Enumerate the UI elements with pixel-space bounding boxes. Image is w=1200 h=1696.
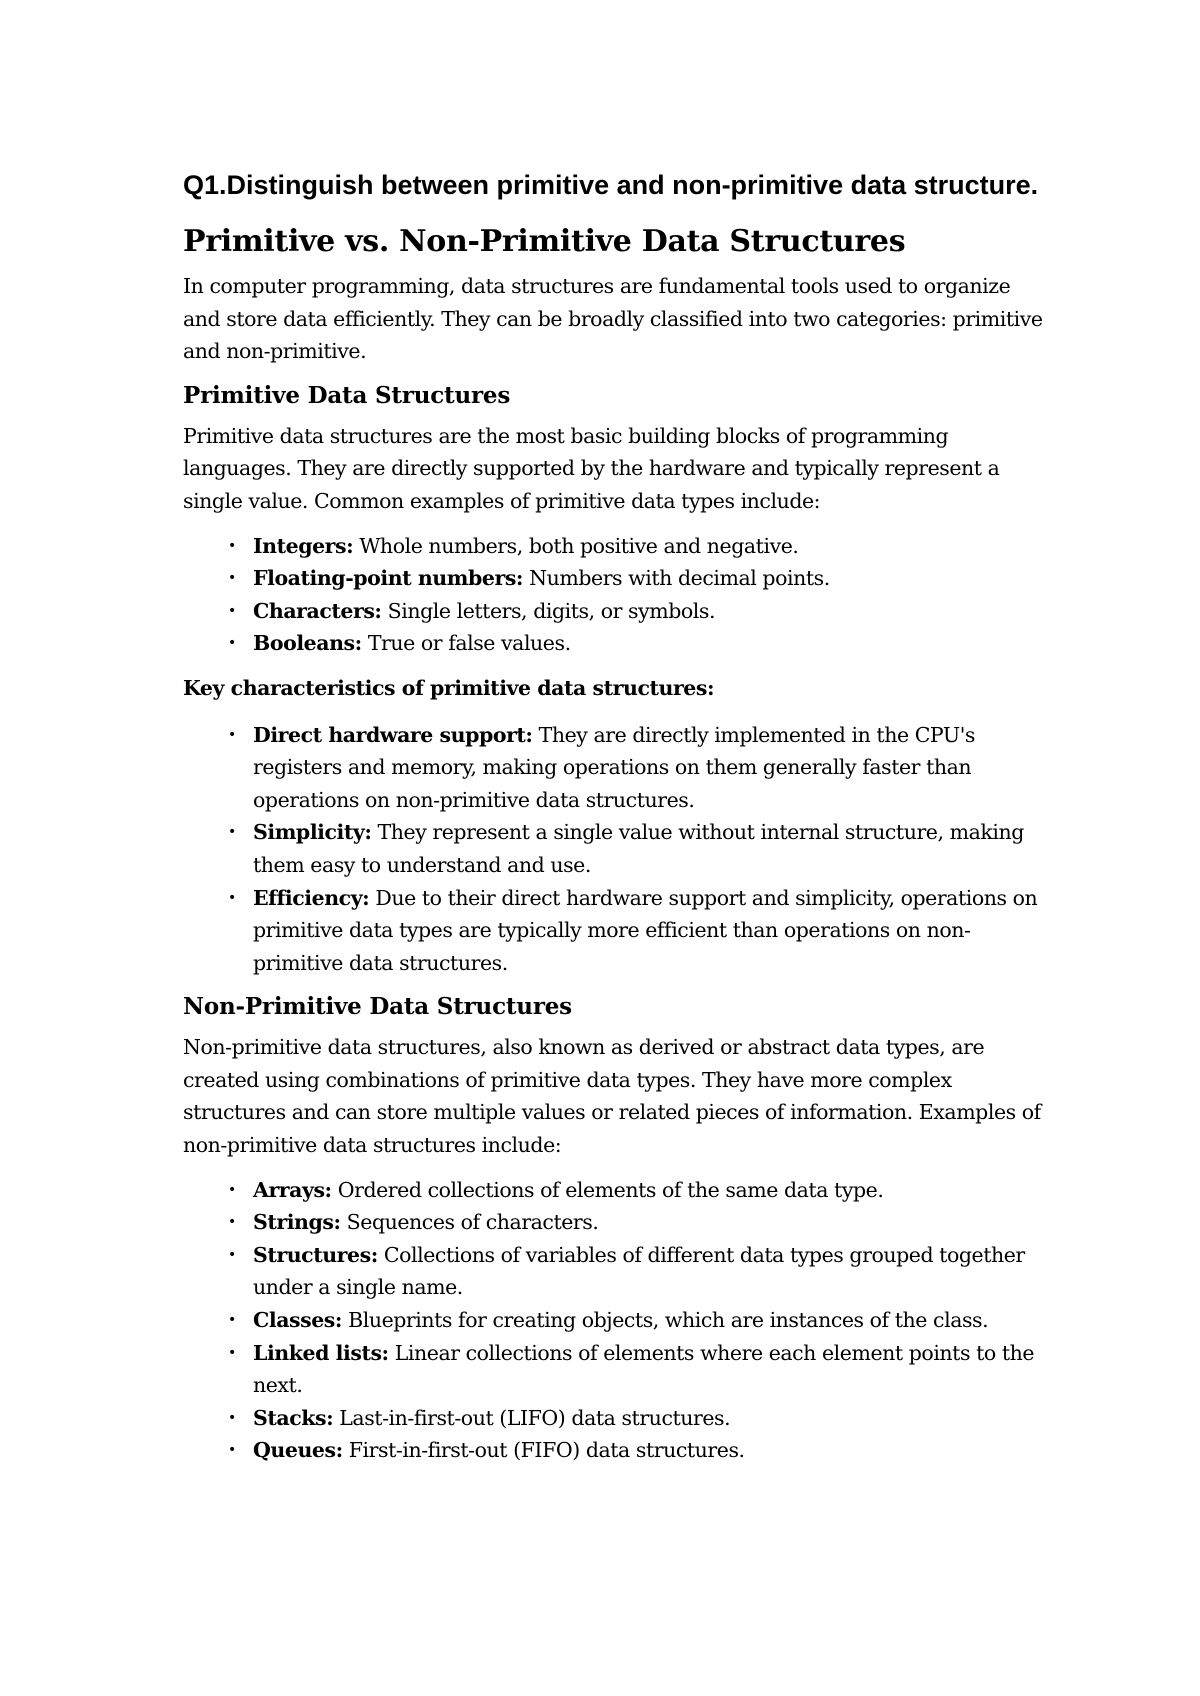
non-primitive-heading: Non-Primitive Data Structures bbox=[183, 993, 572, 1021]
list-item-text: Numbers with decimal points. bbox=[523, 566, 830, 591]
bullet-icon: • bbox=[228, 635, 236, 652]
list-item-term: Floating-point numbers: bbox=[253, 566, 524, 591]
list-item bbox=[228, 530, 1043, 563]
characteristics-heading: Key characteristics of primitive data structures: bbox=[183, 675, 715, 700]
list-item-text: Due to their direct hardware support and simplicity, operations on primitive data types are typically more efficient than operations on non-primitive data structures. bbox=[253, 885, 1038, 975]
list-item-text: First-in-first-out (FIFO) data structures. bbox=[342, 1438, 745, 1463]
list-item-text: Single letters, digits, or symbols. bbox=[381, 598, 716, 623]
intro-paragraph: In computer programming, data structures are fundamental tools used to organize and store data efficiently. They can be broadly classified into two categories: primitive and non-primitive. bbox=[183, 274, 1043, 364]
list-item-term: Booleans: bbox=[253, 631, 362, 656]
list-item bbox=[228, 1304, 1043, 1337]
list-item-term: Linked lists: bbox=[253, 1340, 389, 1365]
bullet-icon: • bbox=[228, 1409, 236, 1426]
characteristics-list bbox=[183, 719, 1043, 980]
bullet-icon: • bbox=[228, 1181, 236, 1198]
list-item-term: Stacks: bbox=[253, 1405, 334, 1430]
list-item bbox=[228, 1337, 1043, 1402]
list-item-term: Integers: bbox=[253, 533, 354, 558]
list-item-text: Ordered collections of elements of the same data type. bbox=[331, 1177, 884, 1202]
list-item bbox=[228, 562, 1043, 595]
list-item-text: Last-in-first-out (LIFO) data structures. bbox=[333, 1405, 731, 1430]
list-item-term: Queues: bbox=[253, 1438, 343, 1463]
list-item bbox=[228, 816, 1043, 881]
bullet-icon: • bbox=[228, 602, 236, 619]
list-item-term: Direct hardware support: bbox=[253, 722, 533, 747]
primitive-description: Primitive data structures are the most basic building blocks of programming languages. They are directly supported by the hardware and typically represent a single value. Common examples of primitive data types include: bbox=[183, 423, 1000, 513]
bullet-icon: • bbox=[228, 570, 236, 587]
non-primitive-examples-list bbox=[183, 1174, 1043, 1467]
list-item-text: They are directly implemented in the CPU's registers and memory, making operations on them generally faster than operations on non-primitive data structures. bbox=[253, 722, 975, 812]
list-item bbox=[228, 1206, 1043, 1239]
list-item-term: Characters: bbox=[253, 598, 382, 623]
list-item bbox=[228, 719, 1043, 817]
list-item-text: Linear collections of elements where each element points to the next. bbox=[253, 1340, 1035, 1398]
bullet-icon: • bbox=[228, 824, 236, 841]
bullet-icon: • bbox=[228, 726, 236, 743]
list-item bbox=[228, 1434, 1043, 1467]
bullet-icon: • bbox=[228, 1442, 236, 1459]
bullet-icon: • bbox=[228, 1246, 236, 1263]
primitive-heading: Primitive Data Structures bbox=[183, 381, 511, 409]
list-item bbox=[228, 1402, 1043, 1435]
list-item-text: Whole numbers, both positive and negative. bbox=[353, 533, 799, 558]
primitive-examples-list bbox=[183, 530, 1043, 660]
bullet-icon: • bbox=[228, 889, 236, 906]
list-item bbox=[228, 1239, 1043, 1304]
bullet-icon: • bbox=[228, 1344, 236, 1361]
list-item bbox=[228, 1174, 1043, 1207]
list-item-term: Classes: bbox=[253, 1308, 343, 1333]
list-item-text: Blueprints for creating objects, which are instances of the class. bbox=[342, 1308, 989, 1333]
bullet-icon: • bbox=[228, 1214, 236, 1231]
bullet-icon: • bbox=[228, 1312, 236, 1329]
list-item-term: Strings: bbox=[253, 1210, 341, 1235]
list-item-text: Collections of variables of different data types grouped together under a single name. bbox=[253, 1242, 1025, 1300]
bullet-icon: • bbox=[228, 537, 236, 554]
list-item-text: Sequences of characters. bbox=[340, 1210, 599, 1235]
list-item bbox=[228, 595, 1043, 628]
document-title: Primitive vs. Non-Primitive Data Structures bbox=[183, 224, 906, 259]
list-item bbox=[228, 627, 1043, 660]
list-item-term: Simplicity: bbox=[253, 820, 372, 845]
document-page bbox=[183, 168, 1043, 1479]
list-item-term: Efficiency: bbox=[253, 885, 370, 910]
list-item-text: They represent a single value without internal structure, making them easy to understand and use. bbox=[253, 820, 1024, 877]
non-primitive-description: Non-primitive data structures, also known as derived or abstract data types, are created using combinations of primitive data types. They have more complex structures and can store multiple values or related pieces of information. Examples of non-primitive data structures include: bbox=[183, 1035, 1041, 1158]
list-item-text: True or false values. bbox=[361, 631, 571, 656]
list-item bbox=[228, 882, 1043, 980]
question-heading: Q1.Distinguish between primitive and non-primitive data structure. bbox=[183, 170, 1039, 200]
list-item-term: Structures: bbox=[253, 1242, 378, 1267]
list-item-term: Arrays: bbox=[253, 1177, 332, 1202]
